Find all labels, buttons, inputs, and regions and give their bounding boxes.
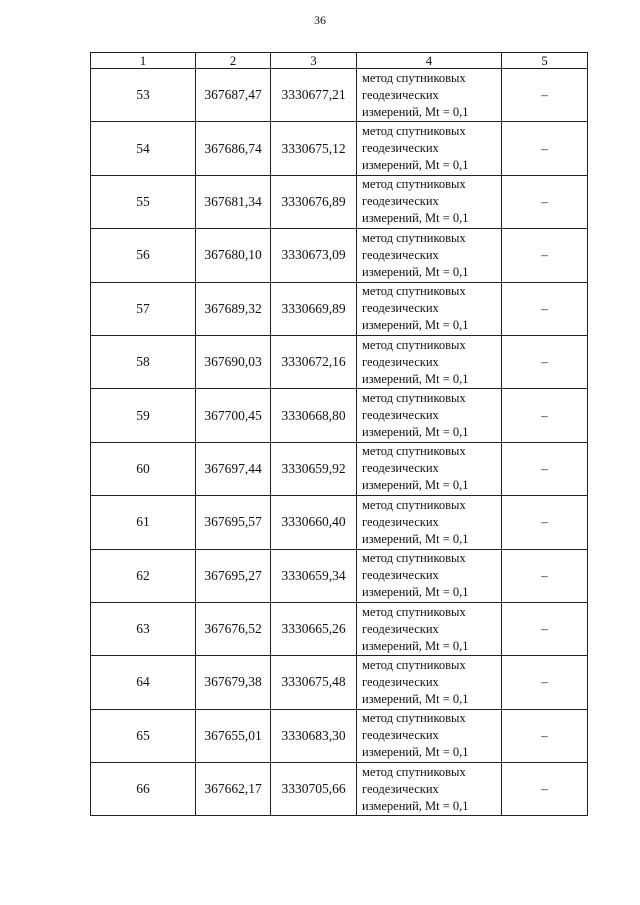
- method-line: метод спутниковых: [362, 764, 466, 779]
- table-row: [91, 175, 588, 228]
- x-coordinate-cell: 367687,47: [196, 69, 271, 122]
- note-cell: –: [502, 602, 588, 655]
- method-line: метод спутниковых: [362, 284, 466, 299]
- x-coordinate-cell: 367680,10: [196, 229, 271, 282]
- y-coordinate-cell: 3330660,40: [271, 496, 357, 549]
- note-cell: –: [502, 496, 588, 549]
- method-line: метод спутниковых: [362, 444, 466, 459]
- method-line: геодезических: [362, 354, 439, 369]
- method-line: геодезических: [362, 461, 439, 476]
- y-coordinate-cell: 3330668,80: [271, 389, 357, 442]
- x-coordinate-cell: 367686,74: [196, 122, 271, 175]
- note-cell: –: [502, 122, 588, 175]
- note-cell: –: [502, 175, 588, 228]
- method-cell: [357, 122, 502, 175]
- note-cell: –: [502, 442, 588, 495]
- method-line: метод спутниковых: [362, 230, 466, 245]
- y-coordinate-cell: 3330659,92: [271, 442, 357, 495]
- x-coordinate-cell: 367697,44: [196, 442, 271, 495]
- method-line: геодезических: [362, 247, 439, 262]
- method-cell: [357, 656, 502, 709]
- method-line: геодезических: [362, 87, 439, 102]
- table-row: [91, 335, 588, 388]
- note-cell: –: [502, 229, 588, 282]
- method-cell: [357, 69, 502, 122]
- method-cell: [357, 709, 502, 762]
- y-coordinate-cell: 3330676,89: [271, 175, 357, 228]
- method-line: измерений, Mt = 0,1: [362, 638, 469, 653]
- method-line: метод спутниковых: [362, 497, 466, 512]
- method-cell: [357, 282, 502, 335]
- method-line: измерений, Mt = 0,1: [362, 745, 469, 760]
- table-body: [91, 69, 588, 816]
- method-line: геодезических: [362, 781, 439, 796]
- method-cell: [357, 549, 502, 602]
- x-coordinate-cell: 367689,32: [196, 282, 271, 335]
- x-coordinate-cell: 367690,03: [196, 335, 271, 388]
- y-coordinate-cell: 3330669,89: [271, 282, 357, 335]
- method-line: геодезических: [362, 728, 439, 743]
- method-line: метод спутниковых: [362, 337, 466, 352]
- table-row: [91, 389, 588, 442]
- table-row: [91, 602, 588, 655]
- y-coordinate-cell: 3330683,30: [271, 709, 357, 762]
- header-cell-5: 5: [502, 53, 588, 69]
- method-cell: [357, 763, 502, 816]
- y-coordinate-cell: 3330705,66: [271, 763, 357, 816]
- point-number-cell: 61: [91, 496, 196, 549]
- point-number-cell: 55: [91, 175, 196, 228]
- table-row: [91, 282, 588, 335]
- y-coordinate-cell: 3330675,12: [271, 122, 357, 175]
- header-cell-2: 2: [196, 53, 271, 69]
- y-coordinate-cell: 3330673,09: [271, 229, 357, 282]
- point-number-cell: 54: [91, 122, 196, 175]
- point-number-cell: 58: [91, 335, 196, 388]
- note-cell: –: [502, 549, 588, 602]
- point-number-cell: 59: [91, 389, 196, 442]
- method-line: измерений, Mt = 0,1: [362, 531, 469, 546]
- table-row: [91, 763, 588, 816]
- method-line: геодезических: [362, 514, 439, 529]
- method-line: измерений, Mt = 0,1: [362, 478, 469, 493]
- coordinates-table: [90, 52, 588, 816]
- note-cell: –: [502, 69, 588, 122]
- note-cell: –: [502, 709, 588, 762]
- note-cell: –: [502, 282, 588, 335]
- table-header: [91, 53, 588, 69]
- method-cell: [357, 496, 502, 549]
- x-coordinate-cell: 367662,17: [196, 763, 271, 816]
- method-line: геодезических: [362, 621, 439, 636]
- method-cell: [357, 229, 502, 282]
- y-coordinate-cell: 3330672,16: [271, 335, 357, 388]
- table-row: [91, 229, 588, 282]
- x-coordinate-cell: 367681,34: [196, 175, 271, 228]
- table-row: [91, 656, 588, 709]
- method-line: геодезических: [362, 568, 439, 583]
- note-cell: –: [502, 335, 588, 388]
- point-number-cell: 65: [91, 709, 196, 762]
- method-line: геодезических: [362, 194, 439, 209]
- y-coordinate-cell: 3330677,21: [271, 69, 357, 122]
- note-cell: –: [502, 656, 588, 709]
- x-coordinate-cell: 367655,01: [196, 709, 271, 762]
- method-line: геодезических: [362, 408, 439, 423]
- table-row: [91, 549, 588, 602]
- method-line: геодезических: [362, 301, 439, 316]
- point-number-cell: 60: [91, 442, 196, 495]
- point-number-cell: 53: [91, 69, 196, 122]
- method-line: метод спутниковых: [362, 551, 466, 566]
- y-coordinate-cell: 3330659,34: [271, 549, 357, 602]
- method-line: метод спутниковых: [362, 391, 466, 406]
- header-cell-3: 3: [271, 53, 357, 69]
- y-coordinate-cell: 3330665,26: [271, 602, 357, 655]
- table-row: [91, 496, 588, 549]
- method-line: измерений, Mt = 0,1: [362, 691, 469, 706]
- x-coordinate-cell: 367679,38: [196, 656, 271, 709]
- table-row: [91, 442, 588, 495]
- method-cell: [357, 175, 502, 228]
- x-coordinate-cell: 367676,52: [196, 602, 271, 655]
- method-line: метод спутниковых: [362, 124, 466, 139]
- header-cell-1: 1: [91, 53, 196, 69]
- method-line: измерений, Mt = 0,1: [362, 104, 469, 119]
- table-row: [91, 69, 588, 122]
- method-line: измерений, Mt = 0,1: [362, 318, 469, 333]
- method-cell: [357, 602, 502, 655]
- method-line: измерений, Mt = 0,1: [362, 264, 469, 279]
- page-number: 36: [314, 13, 326, 27]
- method-line: метод спутниковых: [362, 711, 466, 726]
- method-cell: [357, 442, 502, 495]
- method-line: геодезических: [362, 141, 439, 156]
- point-number-cell: 64: [91, 656, 196, 709]
- method-cell: [357, 335, 502, 388]
- method-line: измерений, Mt = 0,1: [362, 425, 469, 440]
- point-number-cell: 57: [91, 282, 196, 335]
- y-coordinate-cell: 3330675,48: [271, 656, 357, 709]
- method-line: метод спутниковых: [362, 70, 466, 85]
- point-number-cell: 63: [91, 602, 196, 655]
- method-line: геодезических: [362, 674, 439, 689]
- table-row: [91, 709, 588, 762]
- point-number-cell: 56: [91, 229, 196, 282]
- point-number-cell: 62: [91, 549, 196, 602]
- x-coordinate-cell: 367700,45: [196, 389, 271, 442]
- method-line: измерений, Mt = 0,1: [362, 798, 469, 813]
- x-coordinate-cell: 367695,27: [196, 549, 271, 602]
- point-number-cell: 66: [91, 763, 196, 816]
- x-coordinate-cell: 367695,57: [196, 496, 271, 549]
- header-cell-4: 4: [357, 53, 502, 69]
- method-cell: [357, 389, 502, 442]
- method-line: измерений, Mt = 0,1: [362, 585, 469, 600]
- header-row: [91, 53, 588, 69]
- method-line: измерений, Mt = 0,1: [362, 158, 469, 173]
- note-cell: –: [502, 763, 588, 816]
- note-cell: –: [502, 389, 588, 442]
- table-row: [91, 122, 588, 175]
- method-line: метод спутниковых: [362, 604, 466, 619]
- method-line: метод спутниковых: [362, 657, 466, 672]
- method-line: измерений, Mt = 0,1: [362, 371, 469, 386]
- method-line: измерений, Mt = 0,1: [362, 211, 469, 226]
- method-line: метод спутниковых: [362, 177, 466, 192]
